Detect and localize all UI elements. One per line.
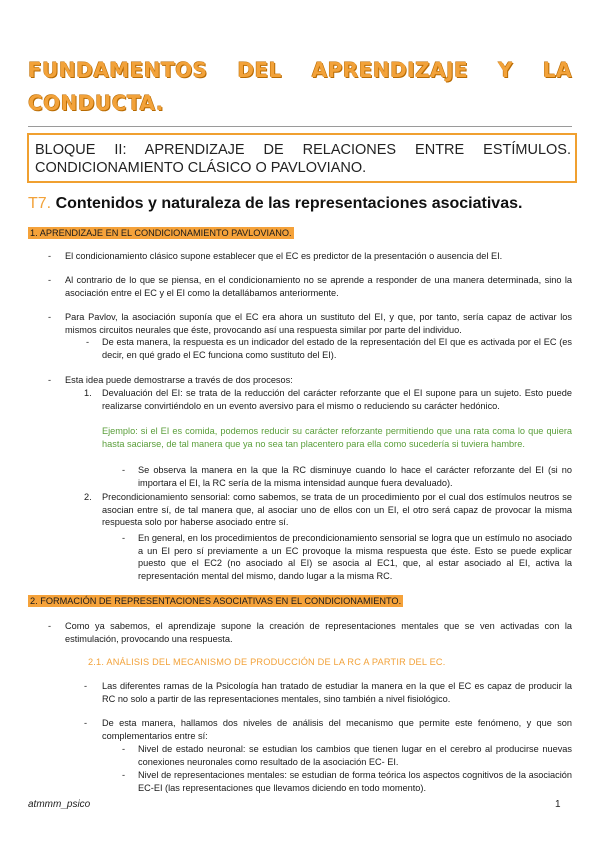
page-number: 1 xyxy=(555,799,561,810)
footer-author: atmmm_psico xyxy=(28,799,91,810)
bullet-dash: - xyxy=(48,275,52,285)
part1-bullet-2: Al contrario de lo que se piensa, en el condicionamiento no se aprende a responder de una manera determinada, sino la asociación entre el EC y el EI como la detallábamos anteriormente. xyxy=(65,275,572,298)
section-title xyxy=(28,195,572,213)
part2-sub-bullet-2: De esta manera, hallamos dos niveles de análisis del mecanismo que permite este fenómeno, y que son complementarios entre sí: xyxy=(102,718,572,741)
devaluation-sub: Se observa la manera en la que la RC disminuye cuando lo hace el carácter reforzante del EI (si no importara el EI, la RC sería de la misma intensidad aunque fuera devaluado). xyxy=(138,465,572,488)
neural-level-item: Nivel de estado neuronal: se estudian los cambios que tienen lugar en el cerebro al producirse nuevas conexiones neuronales como resultado de la asociación EC- EI. xyxy=(138,744,572,767)
section-title-text: Contenidos y naturaleza de las representaciones asociativas. xyxy=(55,195,523,212)
bullet-dash: - xyxy=(48,251,52,261)
bullet-dash: - xyxy=(122,744,126,754)
bullet-dash: - xyxy=(122,533,126,543)
mental-representation-item: Nivel de representaciones mentales: se estudian de forma teórica los aspectos cognitivos de la asociación EC-EI (las representaciones que llevamos diciendo en todo momento). xyxy=(138,770,572,793)
bullet-dash: - xyxy=(48,621,52,631)
bullet-dash: - xyxy=(84,718,88,728)
part2-subheading: 2.1. ANÁLISIS DEL MECANISMO DE PRODUCCIÓN DE LA RC A PARTIR DEL EC. xyxy=(88,657,446,667)
part1-bullet-3: Para Pavlov, la asociación suponía que el EC era ahora un sustituto del EI, y que, por tanto, sería capaz de activar los mismos circuitos neurales que éste, provocando así una respuesta similar por parte del individuo. xyxy=(65,312,572,335)
bullet-dash: - xyxy=(122,770,126,780)
devaluation-example: Ejemplo: si el EI es comida, podemos reducir su carácter reforzante permitiendo que una rata coma lo que quiera hasta saciarse, de tal manera que ya no sea tan placentero para ella como sucedería si tuviera hambre. xyxy=(102,426,572,449)
bullet-dash: - xyxy=(48,375,52,385)
list-number: 1. xyxy=(84,388,92,398)
list-number: 2. xyxy=(84,492,92,502)
bullet-dash: - xyxy=(122,465,126,475)
part1-bullet-1: El condicionamiento clásico supone establecer que el EC es predictor de la presentación o ausencia del EI. xyxy=(65,251,503,261)
part2-sub-bullet-1: Las diferentes ramas de la Psicología han tratado de estudiar la manera en la que el EC es capaz de producir la RC no solo a partir de las representaciones mentales, sino también a nivel fisiológico. xyxy=(102,681,572,704)
bullet-dash: - xyxy=(48,312,52,322)
bullet-dash: - xyxy=(86,337,90,347)
section-number: T7. xyxy=(28,195,52,212)
part2-heading: 2. FORMACIÓN DE REPRESENTACIONES ASOCIATIVAS EN EL CONDICIONAMIENTO. xyxy=(30,596,402,606)
part1-bullet-3-sub: De esta manera, la respuesta es un indicador del estado de la representación del EI que es activada por el EC (es decir, en qué grado el EC funciona como sustituto del EI). xyxy=(102,337,572,360)
part1-bullet-4: Esta idea puede demostrarse a través de dos procesos: xyxy=(65,375,293,385)
title-divider xyxy=(28,126,572,127)
document-title: FUNDAMENTOS DEL APRENDIZAJE Y LA CONDUCTA. xyxy=(28,58,572,115)
block-heading-box: BLOQUE II: APRENDIZAJE DE RELACIONES ENTRE ESTÍMULOS. CONDICIONAMIENTO CLÁSICO O PAVLOVIANO. xyxy=(27,133,577,183)
sensory-preconditioning-sub: En general, en los procedimientos de precondicionamiento sensorial se logra que un estímulo no asociado a un EI pero sí previamente a un EC provoque la misma respuesta que éste. Esto se puede explicar puesto que el EC2 (no asociado al EI) se asocia al EC1, que, al estar asociado al EI, activa la representación mental del mismo, dando lugar a la misma RC. xyxy=(138,533,572,581)
part1-heading: 1. APRENDIZAJE EN EL CONDICIONAMIENTO PAVLOVIANO. xyxy=(30,228,292,238)
bullet-dash: - xyxy=(84,681,88,691)
devaluation-item: Devaluación del EI: se trata de la reducción del carácter reforzante que el EI supone para un sujeto. Esto puede realizarse convirtiéndolo en un evento aversivo para el mismo o reduciendo su carácter hedónico. xyxy=(102,388,572,411)
sensory-preconditioning-item: Precondicionamiento sensorial: como sabemos, se trata de un procedimiento por el cual dos estímulos neutros se asocian entre sí, de tal manera que, al asociar uno de ellos con un EI, el otro será capaz de provocar la misma respuesta solo por haberse asociado entre sí. xyxy=(102,492,572,528)
part2-bullet-1: Como ya sabemos, el aprendizaje supone la creación de representaciones mentales que se ven activadas con la estimulación, provocando una respuesta. xyxy=(65,621,572,644)
